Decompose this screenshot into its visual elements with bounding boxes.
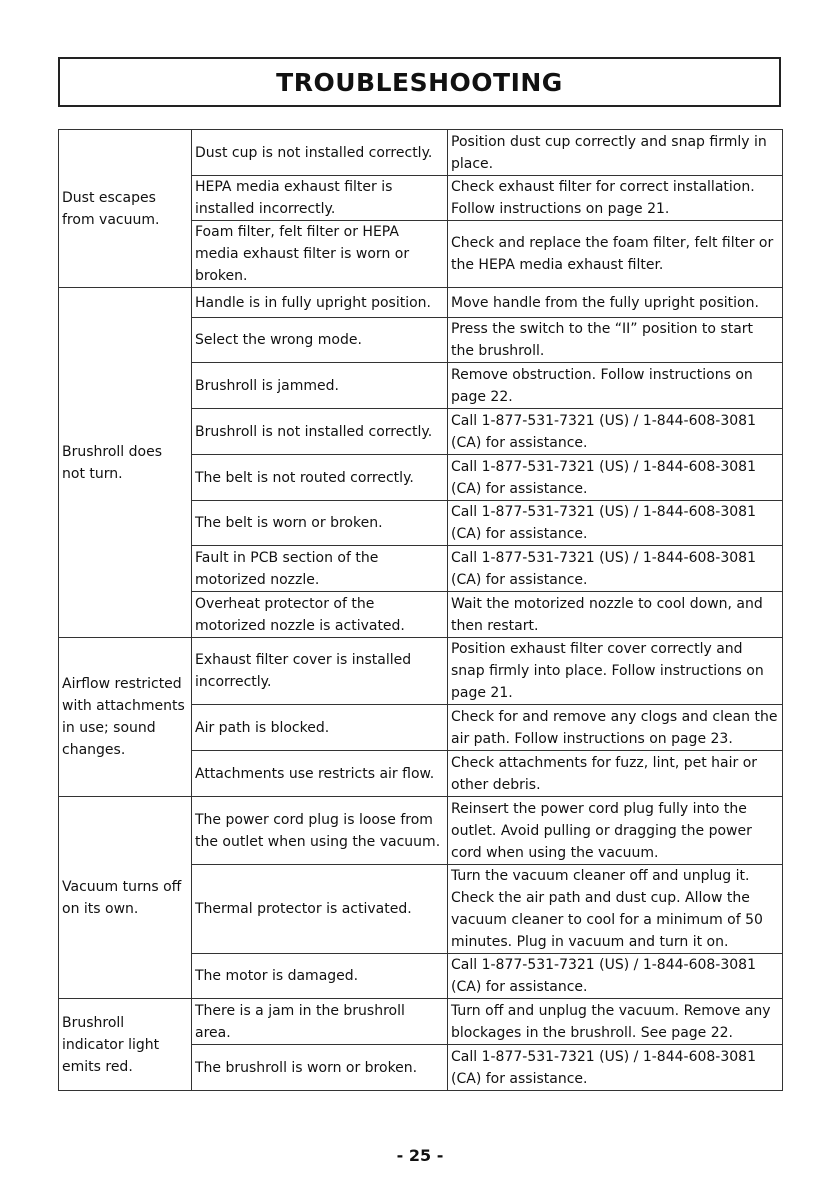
solution-cell: Reinsert the power cord plug fully into the outlet. Avoid pulling or dragging the power cord when using the vacuum. xyxy=(448,797,783,865)
solution-cell: Call 1-877-531-7321 (US) / 1-844-608-3081 (CA) for assistance. xyxy=(448,546,783,592)
cause-cell: Overheat protector of the motorized nozzle is activated. xyxy=(192,592,448,638)
solution-cell: Position exhaust filter cover correctly and snap firmly into place. Follow instructions on page 21. xyxy=(448,638,783,705)
problem-cell: Brushroll indicator light emits red. xyxy=(59,999,192,1091)
cause-cell: Select the wrong mode. xyxy=(192,318,448,363)
solution-cell: Call 1-877-531-7321 (US) / 1-844-608-3081 (CA) for assistance. xyxy=(448,954,783,999)
problem-cell: Airflow restricted with attachments in use; sound changes. xyxy=(59,638,192,797)
table-row xyxy=(59,999,783,1045)
cause-cell: Fault in PCB section of the motorized nozzle. xyxy=(192,546,448,592)
problem-cell: Brushroll does not turn. xyxy=(59,288,192,638)
cause-cell: The motor is damaged. xyxy=(192,954,448,999)
cause-cell: Dust cup is not installed correctly. xyxy=(192,130,448,176)
cause-cell: The belt is worn or broken. xyxy=(192,501,448,546)
table-row xyxy=(59,130,783,176)
solution-cell: Remove obstruction. Follow instructions on page 22. xyxy=(448,363,783,409)
troubleshooting-table xyxy=(58,129,783,1091)
page-number: - 25 - xyxy=(396,1146,444,1165)
solution-cell: Call 1-877-531-7321 (US) / 1-844-608-3081 (CA) for assistance. xyxy=(448,455,783,501)
troubleshooting-table-body xyxy=(59,130,783,1091)
solution-cell: Call 1-877-531-7321 (US) / 1-844-608-3081 (CA) for assistance. xyxy=(448,501,783,546)
page-title: TROUBLESHOOTING xyxy=(276,67,563,97)
solution-cell: Check exhaust filter for correct installation. Follow instructions on page 21. xyxy=(448,176,783,221)
cause-cell: The brushroll is worn or broken. xyxy=(192,1045,448,1091)
table-row xyxy=(59,638,783,705)
problem-cell: Vacuum turns off on its own. xyxy=(59,797,192,999)
cause-cell: HEPA media exhaust filter is installed incorrectly. xyxy=(192,176,448,221)
cause-cell: Thermal protector is activated. xyxy=(192,865,448,954)
solution-cell: Turn the vacuum cleaner off and unplug it. Check the air path and dust cup. Allow the vacuum cleaner to cool for a minimum of 50 minutes. Plug in vacuum and turn it on. xyxy=(448,865,783,954)
solution-cell: Press the switch to the “II” position to start the brushroll. xyxy=(448,318,783,363)
cause-cell: Handle is in fully upright position. xyxy=(192,288,448,318)
solution-cell: Check and replace the foam filter, felt filter or the HEPA media exhaust filter. xyxy=(448,221,783,288)
cause-cell: The power cord plug is loose from the outlet when using the vacuum. xyxy=(192,797,448,865)
cause-cell: Attachments use restricts air flow. xyxy=(192,751,448,797)
cause-cell: There is a jam in the brushroll area. xyxy=(192,999,448,1045)
solution-cell: Position dust cup correctly and snap firmly in place. xyxy=(448,130,783,176)
solution-cell: Move handle from the fully upright position. xyxy=(448,288,783,318)
table-row xyxy=(59,288,783,318)
title-box xyxy=(58,57,781,107)
solution-cell: Turn off and unplug the vacuum. Remove any blockages in the brushroll. See page 22. xyxy=(448,999,783,1045)
cause-cell: Brushroll is jammed. xyxy=(192,363,448,409)
solution-cell: Wait the motorized nozzle to cool down, and then restart. xyxy=(448,592,783,638)
problem-cell: Dust escapes from vacuum. xyxy=(59,130,192,288)
cause-cell: The belt is not routed correctly. xyxy=(192,455,448,501)
solution-cell: Call 1-877-531-7321 (US) / 1-844-608-3081 (CA) for assistance. xyxy=(448,409,783,455)
solution-cell: Check attachments for fuzz, lint, pet hair or other debris. xyxy=(448,751,783,797)
solution-cell: Call 1-877-531-7321 (US) / 1-844-608-3081 (CA) for assistance. xyxy=(448,1045,783,1091)
cause-cell: Brushroll is not installed correctly. xyxy=(192,409,448,455)
cause-cell: Exhaust filter cover is installed incorrectly. xyxy=(192,638,448,705)
cause-cell: Air path is blocked. xyxy=(192,705,448,751)
solution-cell: Check for and remove any clogs and clean the air path. Follow instructions on page 23. xyxy=(448,705,783,751)
cause-cell: Foam filter, felt filter or HEPA media exhaust filter is worn or broken. xyxy=(192,221,448,288)
table-row xyxy=(59,797,783,865)
